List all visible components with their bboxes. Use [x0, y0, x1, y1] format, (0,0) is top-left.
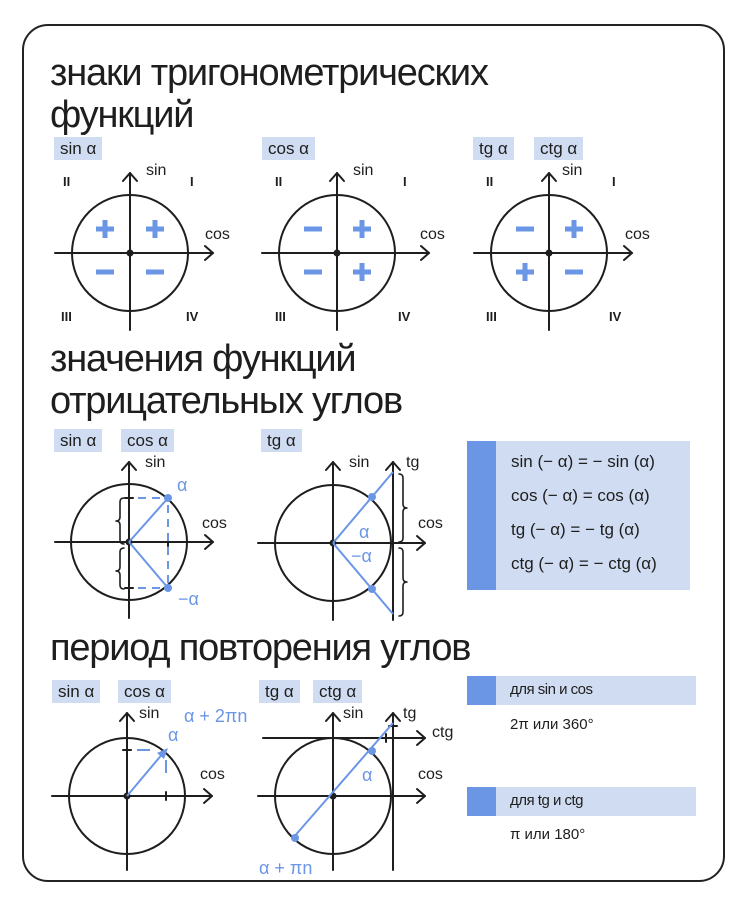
period-formula-sin-cos: α + 2πn — [184, 706, 248, 726]
period-rule-heading-sin-cos — [467, 676, 696, 705]
period-rule-heading-tg-ctg — [467, 787, 696, 816]
formula-ctg: ctg (− α) = − ctg (α) — [511, 554, 657, 573]
section-title-signs-line2: функций — [50, 94, 194, 136]
quadrant-label-3: III — [61, 309, 72, 324]
formula-sin: sin (− α) = − sin (α) — [511, 452, 655, 471]
angle-label-alpha: α — [359, 522, 370, 542]
tag-ctg: ctg α — [313, 680, 362, 703]
axis-label-tg: tg — [406, 454, 420, 471]
axis-label-sin: sin — [349, 454, 370, 471]
quadrant-label-4: IV — [398, 309, 411, 324]
period-rule-value-tg-ctg: π или 180° — [510, 826, 586, 843]
axis-label-sin: sin — [146, 162, 167, 179]
tag-sin: sin α — [52, 680, 100, 703]
axis-label-cos: cos — [205, 226, 230, 243]
tag-tg: tg α — [259, 680, 300, 703]
quadrant-label-2: II — [63, 174, 71, 189]
tag-sin: sin α — [54, 137, 102, 160]
rule-heading-text: для sin и cos — [510, 681, 593, 698]
tag-cos: cos α — [262, 137, 315, 160]
tag-sin: sin α — [54, 429, 102, 452]
quadrant-label-3: III — [275, 309, 286, 324]
axis-label-sin: sin — [343, 705, 364, 722]
axis-label-cos: cos — [418, 515, 443, 532]
axis-label-cos: cos — [625, 226, 650, 243]
section-title-negative-line2: отрицательных углов — [50, 380, 402, 422]
axis-label-sin: sin — [139, 705, 160, 722]
axis-label-ctg: ctg — [432, 724, 454, 741]
tag-cos: cos α — [118, 680, 171, 703]
quadrant-label-4: IV — [186, 309, 199, 324]
period-rule-value-sin-cos: 2π или 360° — [510, 716, 594, 733]
formula-box — [467, 441, 690, 590]
section-title-negative-line1: значения функций — [50, 338, 356, 380]
axis-label-tg: tg — [403, 705, 417, 722]
quadrant-label-2: II — [275, 174, 283, 189]
angle-label-alpha: α — [177, 475, 188, 495]
accent-bar — [467, 787, 496, 816]
axis-label-sin: sin — [562, 162, 583, 179]
section-title-period: период повторения углов — [50, 627, 471, 669]
angle-label-alpha: α — [362, 765, 373, 785]
quadrant-label-2: II — [486, 174, 494, 189]
axis-label-cos: cos — [420, 226, 445, 243]
tag-tg: tg α — [473, 137, 514, 160]
angle-label-neg-alpha: −α — [351, 546, 372, 566]
axis-label-sin: sin — [353, 162, 374, 179]
section-title-signs-line1: знаки тригонометрических — [50, 52, 488, 94]
axis-label-sin: sin — [145, 454, 166, 471]
quadrant-label-1: I — [403, 174, 407, 189]
quadrant-label-3: III — [486, 309, 497, 324]
tag-cos: cos α — [121, 429, 174, 452]
axis-label-cos: cos — [202, 515, 227, 532]
quadrant-label-4: IV — [609, 309, 622, 324]
accent-bar — [467, 676, 496, 705]
period-formula-tg-ctg: α + πn — [259, 858, 313, 878]
quadrant-label-1: I — [612, 174, 616, 189]
tag-ctg: ctg α — [534, 137, 583, 160]
angle-label-alpha: α — [168, 725, 179, 745]
axis-label-cos: cos — [200, 766, 225, 783]
formula-cos: cos (− α) = cos (α) — [511, 486, 650, 505]
formula-tg: tg (− α) = − tg (α) — [511, 520, 640, 539]
tag-tg: tg α — [261, 429, 302, 452]
axis-label-cos: cos — [418, 766, 443, 783]
quadrant-label-1: I — [190, 174, 194, 189]
angle-label-neg-alpha: −α — [178, 589, 199, 609]
accent-bar — [467, 441, 496, 590]
rule-heading-text: для tg и ctg — [510, 792, 584, 809]
